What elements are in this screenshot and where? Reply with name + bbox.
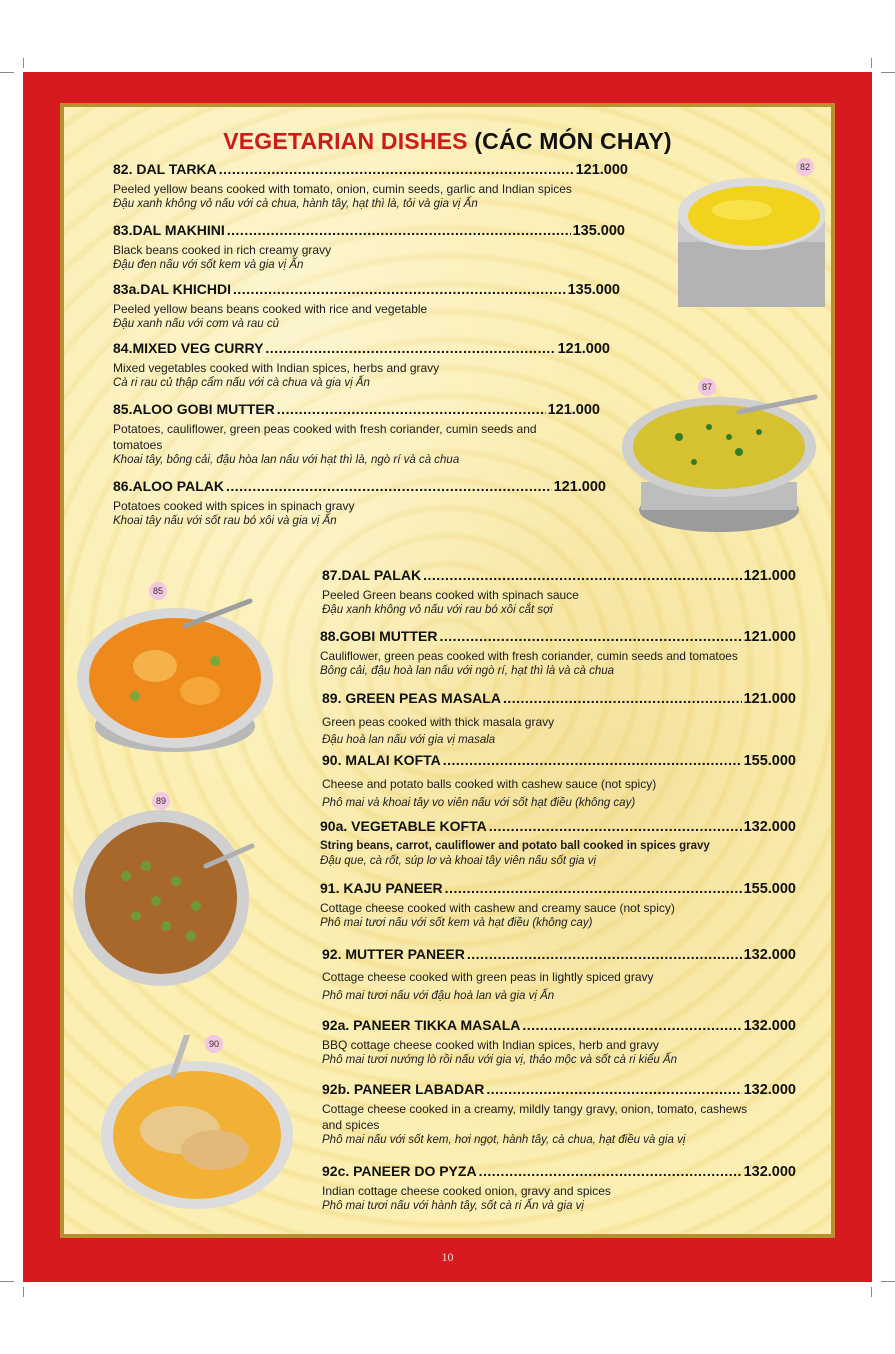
item-price: 121.000 [553, 479, 606, 495]
item-name: 92. MUTTER PANEER [322, 946, 465, 962]
item-name: 92c. PANEER DO PYZA [322, 1163, 477, 1179]
item-description-en: Cottage cheese cooked with green peas in lightly spiced gravy [322, 970, 654, 984]
item-description-vi: Khoai tây, bông cải, đậu hòa lan nấu với hạt thì là, ngò rí và cà chua [113, 454, 460, 466]
photo-badge-85: 85 [149, 582, 167, 600]
item-name: 92a. PANEER TIKKA MASALA [322, 1017, 521, 1033]
item-description-vi: Bông cải, đậu hoà lan nấu với ngò rí, hạt thì là và cà chua [320, 665, 615, 677]
photo-badge-89: 89 [152, 792, 170, 810]
title-vietnamese: (CÁC MÓN CHAY) [474, 128, 672, 154]
item-price: 132.000 [743, 947, 796, 963]
item-name: 88.GOBI MUTTER [320, 628, 438, 644]
item-price: 132.000 [743, 1164, 796, 1180]
malai-kofta-photo [95, 1035, 295, 1213]
item-price: 121.000 [575, 162, 628, 178]
item-description-vi: Đậu que, cà rốt, súp lơ và khoai tây viên nấu sốt gia vị [320, 855, 597, 867]
page-number: 10 [441, 1250, 454, 1264]
item-description-vi: Đậu hoà lan nấu với gia vị masala [322, 734, 496, 746]
item-description-vi: Phô mai tươi nấu với sốt kem và hạt điều (không cay) [320, 917, 593, 929]
green-peas-masala-photo [66, 806, 256, 996]
title-main: VEGETARIAN DISHES [223, 128, 468, 154]
item-price: 121.000 [743, 629, 796, 645]
item-name: 82. DAL TARKA [113, 161, 217, 177]
crop-mark [23, 58, 24, 68]
item-description-vi: Phô mai tươi nướng lò rồi nấu với gia vị, thảo mộc và sốt cà ri kiểu Ấn [322, 1054, 678, 1066]
item-name: 85.ALOO GOBI MUTTER [113, 401, 275, 417]
item-description-en: Peeled yellow beans beans cooked with rice and vegetable [113, 302, 428, 316]
item-description-vi: Đậu xanh nấu với cơm và rau củ [113, 318, 280, 330]
item-description-vi: Đậu xanh không vỏ nấu với cà chua, hành tây, hạt thì là, tỏi và gia vị Ấn [113, 198, 478, 210]
menu-item-86 [113, 478, 606, 529]
item-description-vi: Phô mai nấu với sốt kem, hơi ngọt, hành tây, cà chua, hạt điều và gia vị [322, 1134, 686, 1146]
item-description-en: BBQ cottage cheese cooked with Indian spices, herb and gravy [322, 1038, 659, 1052]
item-description-en: Green peas cooked with thick masala gravy [322, 715, 555, 729]
item-name: 83.DAL MAKHINI [113, 222, 225, 238]
item-description-en: Cottage cheese cooked with cashew and creamy sauce (not spicy) [320, 901, 675, 915]
photo-badge-82: 82 [796, 158, 814, 176]
crop-mark [881, 72, 895, 73]
page-title [60, 128, 835, 155]
item-price: 132.000 [743, 819, 796, 835]
menu-item-92c [322, 1163, 796, 1214]
item-description-vi: Phô mai tươi nấu với hành tây, sốt cà ri Ấn và gia vị [322, 1200, 584, 1212]
item-description-vi: Đậu đen nấu với sốt kem và gia vị Ấn [113, 259, 304, 271]
item-name: 92b. PANEER LABADAR [322, 1081, 485, 1097]
item-name: 87.DAL PALAK [322, 567, 422, 583]
crop-mark [0, 1281, 14, 1282]
menu-item-90a [320, 818, 796, 869]
item-price: 121.000 [547, 402, 600, 418]
menu-item-82 [113, 161, 628, 212]
item-description-en: Mixed vegetables cooked with Indian spices, herbs and gravy [113, 361, 440, 375]
menu-item-83a [113, 281, 620, 332]
crop-mark [0, 72, 14, 73]
item-price: 132.000 [743, 1018, 796, 1034]
item-description-en: Cottage cheese cooked in a creamy, mildly tangy gravy, onion, tomato, cashews and spices [322, 1102, 748, 1132]
crop-mark [881, 1281, 895, 1282]
menu-item-90 [322, 752, 796, 811]
item-description-vi: Đậu xanh không vỏ nấu với rau bó xôi cắt sợi [322, 604, 553, 616]
menu-item-92b [322, 1081, 796, 1148]
item-price: 155.000 [743, 881, 796, 897]
item-name: 91. KAJU PANEER [320, 880, 443, 896]
aloo-gobi-mutter-photo [75, 596, 275, 758]
dal-palak-photo [619, 392, 819, 537]
dal-tarka-photo [672, 172, 825, 310]
photo-badge-87: 87 [698, 378, 716, 396]
item-price: 121.000 [557, 341, 610, 357]
menu-item-83 [113, 222, 625, 273]
crop-mark [871, 58, 872, 68]
menu-item-85 [113, 401, 600, 468]
menu-item-84 [113, 340, 610, 391]
menu-item-87 [322, 567, 796, 618]
menu-item-92a [322, 1017, 796, 1068]
item-description-vi: Cà ri rau củ thập cẩm nấu với cà chua và gia vị Ấn [113, 377, 370, 389]
menu-item-89 [322, 690, 796, 748]
item-name: 84.MIXED VEG CURRY [113, 340, 264, 356]
item-name: 89. GREEN PEAS MASALA [322, 690, 501, 706]
item-name: 90a. VEGETABLE KOFTA [320, 818, 487, 834]
menu-item-91 [320, 880, 796, 931]
item-description-en: Black beans cooked in rich creamy gravy [113, 243, 332, 257]
photo-badge-90: 90 [205, 1035, 223, 1053]
menu-item-92 [322, 946, 796, 1004]
item-price: 121.000 [743, 691, 796, 707]
item-description-en: Indian cottage cheese cooked onion, gravy and spices [322, 1184, 611, 1198]
item-description-en: Potatoes cooked with spices in spinach gravy [113, 499, 355, 513]
item-price: 155.000 [743, 753, 796, 769]
crop-mark [23, 1287, 24, 1297]
item-price: 121.000 [743, 568, 796, 584]
item-description-en: Peeled Green beans cooked with spinach sauce [322, 588, 579, 602]
item-description-vi: Phô mai và khoai tây vo viên nấu với sốt hạt điều (không cay) [322, 797, 636, 809]
crop-mark [871, 1287, 872, 1297]
item-description-en: Peeled yellow beans cooked with tomato, onion, cumin seeds, garlic and Indian spices [113, 182, 572, 196]
item-description-en: Cheese and potato balls cooked with cashew sauce (not spicy) [322, 777, 657, 791]
item-name: 86.ALOO PALAK [113, 478, 224, 494]
item-price: 135.000 [572, 223, 625, 239]
item-price: 135.000 [567, 282, 620, 298]
item-description-en: String beans, carrot, cauliflower and potato ball cooked in spices gravy [320, 840, 710, 852]
item-description-en: Cauliflower, green peas cooked with fresh coriander, cumin seeds and tomatoes [320, 649, 738, 663]
item-description-vi: Phô mai tươi nấu với đậu hoà lan và gia vị Ấn [322, 990, 555, 1002]
item-description-en: Potatoes, cauliflower, green peas cooked with fresh coriander, cumin seeds and tomatoes [113, 422, 537, 452]
item-name: 90. MALAI KOFTA [322, 752, 441, 768]
item-name: 83a.DAL KHICHDI [113, 281, 231, 297]
menu-item-88 [320, 628, 796, 679]
item-description-vi: Khoai tây nấu với sốt rau bó xôi và gia vị Ấn [113, 515, 337, 527]
item-price: 132.000 [743, 1082, 796, 1098]
